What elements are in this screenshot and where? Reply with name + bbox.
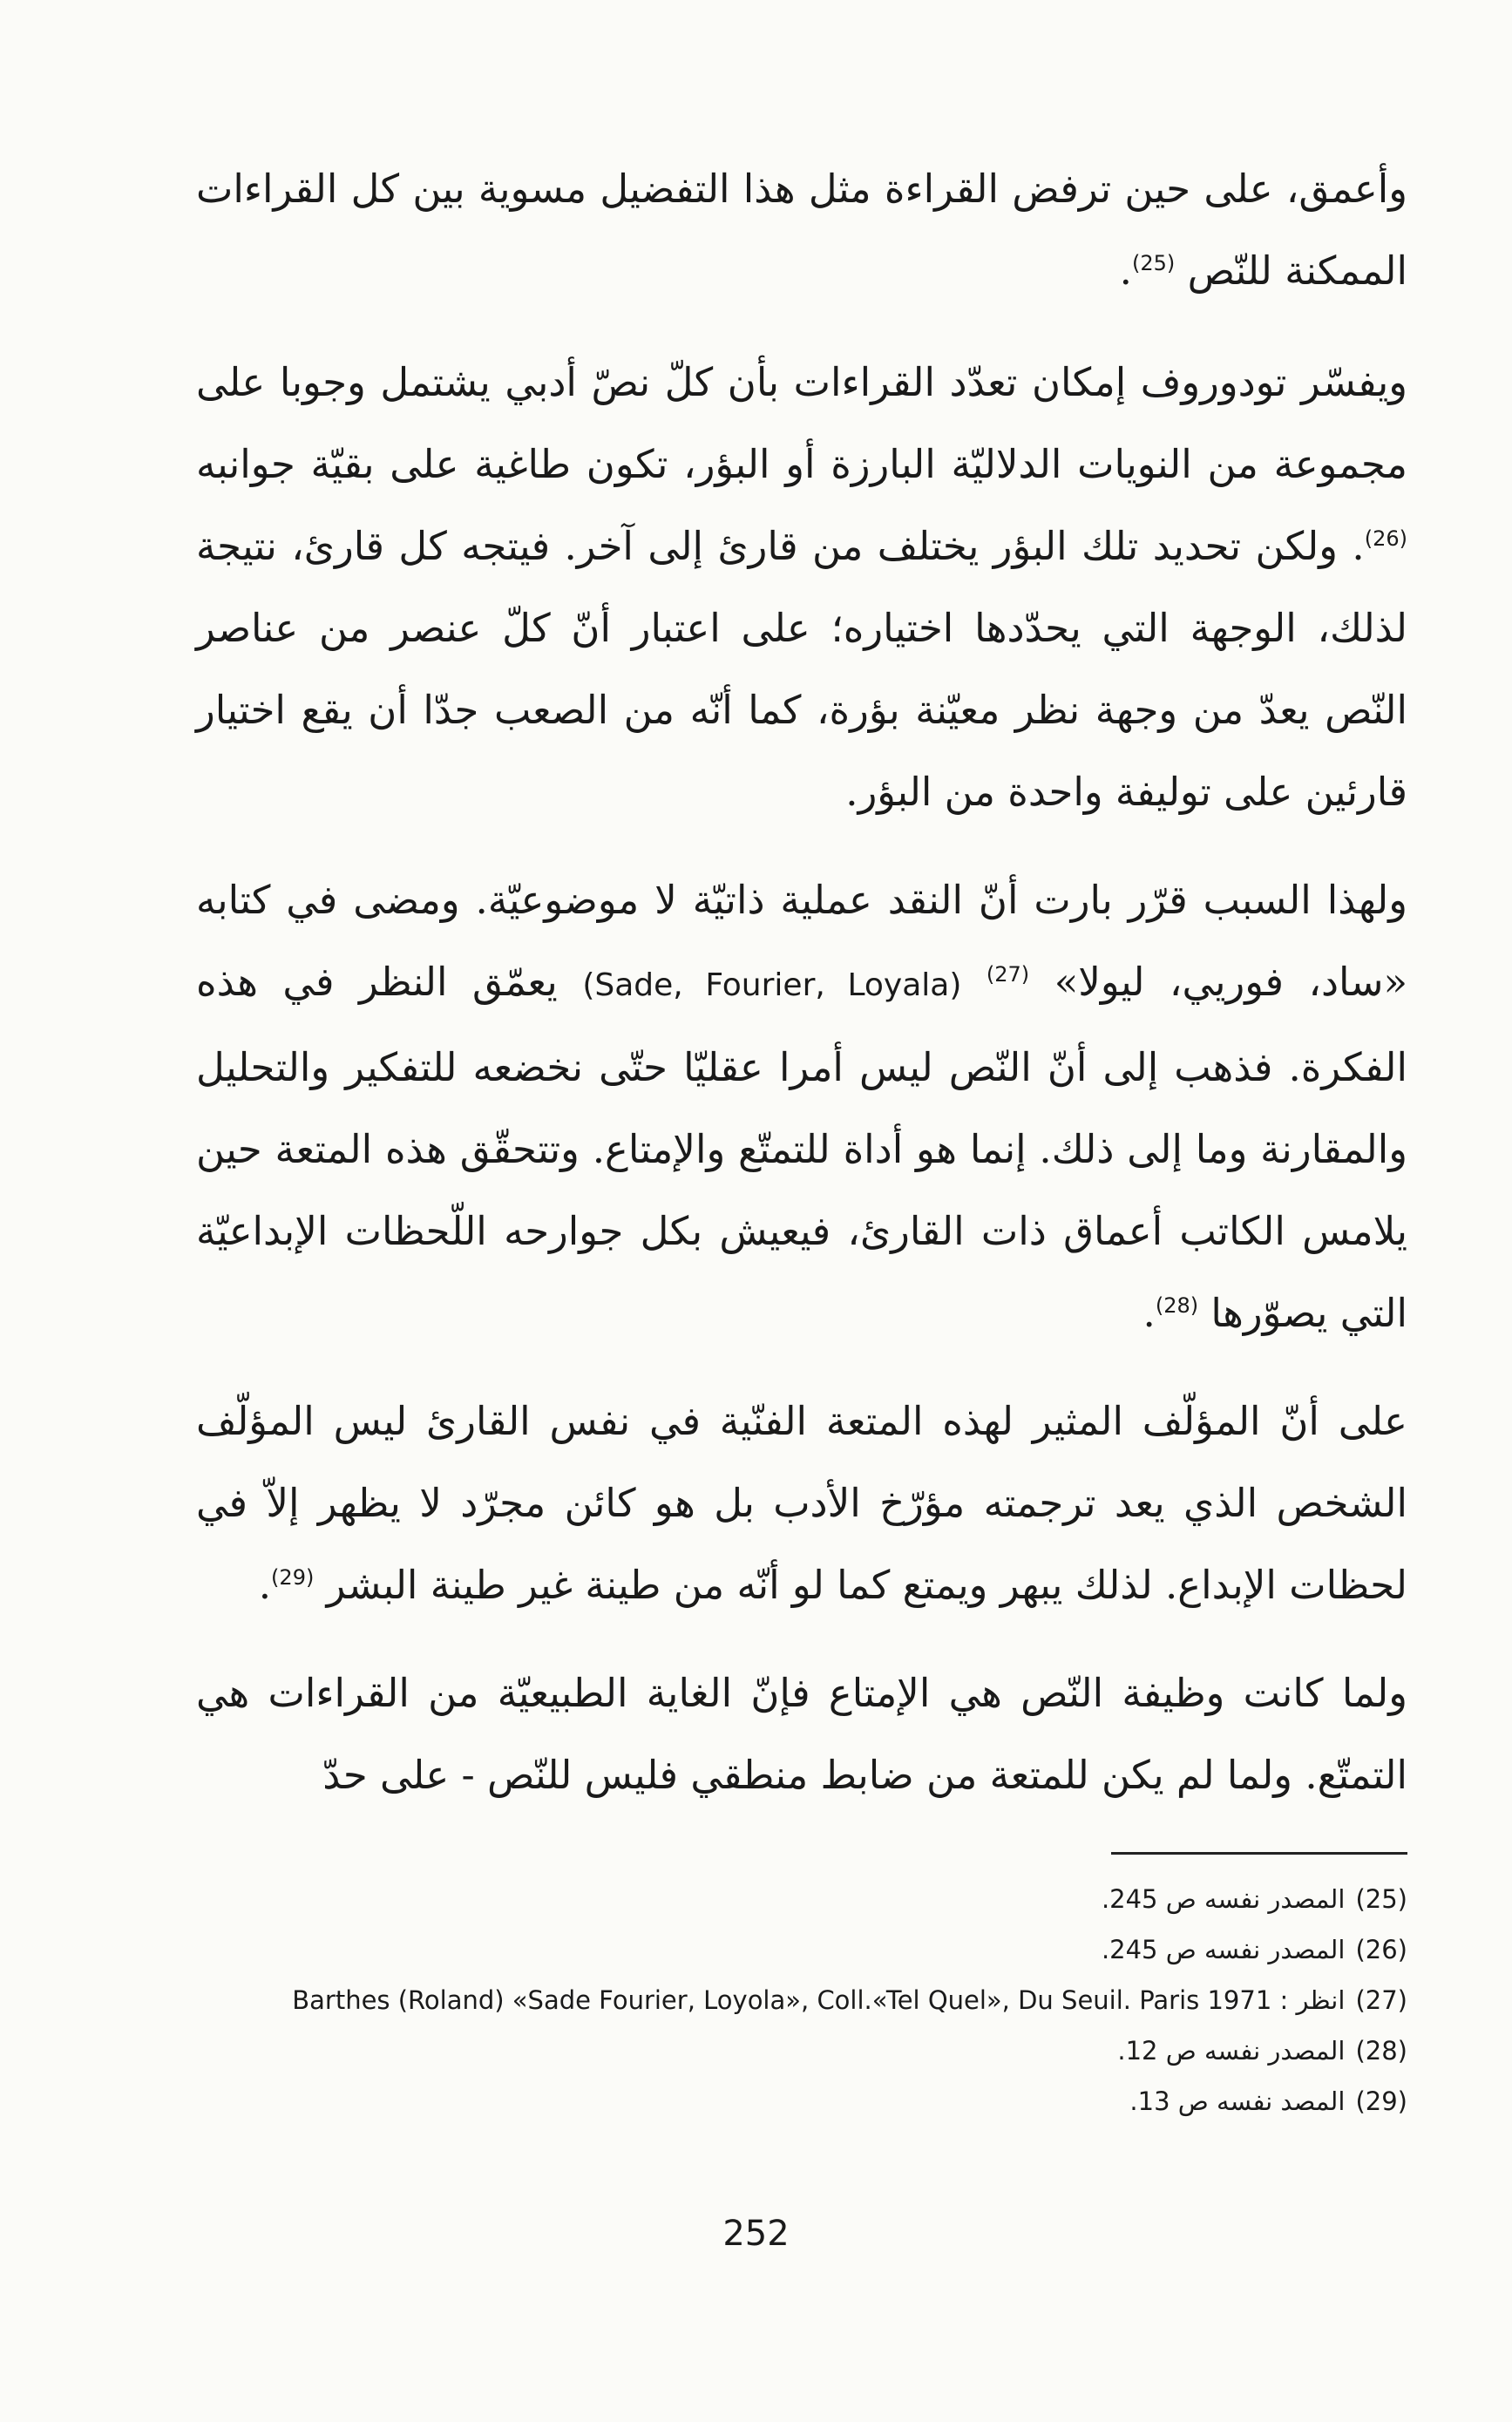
paragraph-5: ولما كانت وظيفة النّص هي الإمتاع فإنّ الغاية الطبيعيّة من القراءات هي التمتّع. ولما لم يكن للمتعة من ضابط منطقي فليس للنّص - على حدّ bbox=[196, 1670, 1407, 1798]
footnote-ref-25: (25) bbox=[1131, 251, 1176, 275]
paragraph-3: ولهذا السبب قرّر بارت أنّ النقد عملية ذاتيّة لا موضوعيّة. ومضى في كتابه «ساد، فوريي، ليولا» (Sade, Fourier, Loyala) $^{(27)}$ يعمّق النظر في هذه الفكرة. فذهب إلى أنّ النّص ليس أمرا عقليّا حتّى نخضعه للتفكير والتحليل والمقارنة وما إلى ذلك. إنما هو أداة للتمتّع والإمتاع. وتتحقّق هذه المتعة حين يلامس الكاتب أعماق ذات القارئ، فيعيش بكل جوارحه اللّحظات الإبداعيّة التي يصوّرها $^{(28)}$. bbox=[196, 877, 1407, 1336]
footnote-divider bbox=[1111, 1852, 1407, 1855]
footnote-ref-27: (27) bbox=[986, 962, 1030, 987]
paragraph-4: على أنّ المؤلّف المثير لهذه المتعة الفنّية في نفس القارئ ليس المؤلّف الشخص الذي يعد ترجمته مؤرّخ الأدب بل هو كائن مجرّد لا يظهر إلاّ في لحظات الإبداع. لذلك يبهر ويمتع كما لو أنّه من طينة غير طينة البشر $^{(29)}$. bbox=[196, 1398, 1407, 1608]
footnotes bbox=[196, 1874, 1407, 2127]
page-number: 252 bbox=[722, 2214, 790, 2254]
footnote-28: (28)المصدر نفسه ص 12. bbox=[1117, 2036, 1407, 2066]
latin-title: (Sade, Fourier, Loyala) bbox=[582, 967, 962, 1003]
paragraph-1: وأعمق، على حين ترفض القراءة مثل هذا التفضيل مسوية بين كل القراءات الممكنة للنّص $^{(25)}$. bbox=[196, 166, 1407, 294]
footnote-25: (25)المصدر نفسه ص 245. bbox=[1101, 1884, 1407, 1914]
paragraph-2: ويفسّر تودوروف إمكان تعدّد القراءات بأن كلّ نصّ أدبي يشتمل وجوبا على مجموعة من النويات الدلاليّة البارزة أو البؤر، تكون طاغية على بقيّة جوانبه $^{(26)}$. ولكن تحديد تلك البؤر يختلف من قارئ إلى آخر. فيتجه كل قارئ، نتيجة لذلك، الوجهة التي يحدّدها اختياره؛ على اعتبار أنّ كلّ عنصر من عناصر النّص يعدّ من وجهة نظر معيّنة بؤرة، كما أنّه من الصعب جدّا أن يقع اختيار قارئين على توليفة واحدة من البؤر. bbox=[196, 359, 1407, 815]
page-body bbox=[196, 148, 1407, 1842]
footnote-27: (27)انظر : Barthes (Roland) «Sade Fourier, Loyola», Coll.«Tel Quel», Du Seuil. Paris 1971 bbox=[292, 1985, 1407, 2015]
footnote-ref-28: (28) bbox=[1155, 1293, 1199, 1318]
footnote-ref-29: (29) bbox=[271, 1565, 315, 1590]
footnote-ref-26: (26) bbox=[1364, 526, 1407, 551]
footnote-26: (26)المصدر نفسه ص 245. bbox=[1101, 1935, 1407, 1964]
footnote-29: (29)المصد نفسه ص 13. bbox=[1129, 2086, 1407, 2116]
